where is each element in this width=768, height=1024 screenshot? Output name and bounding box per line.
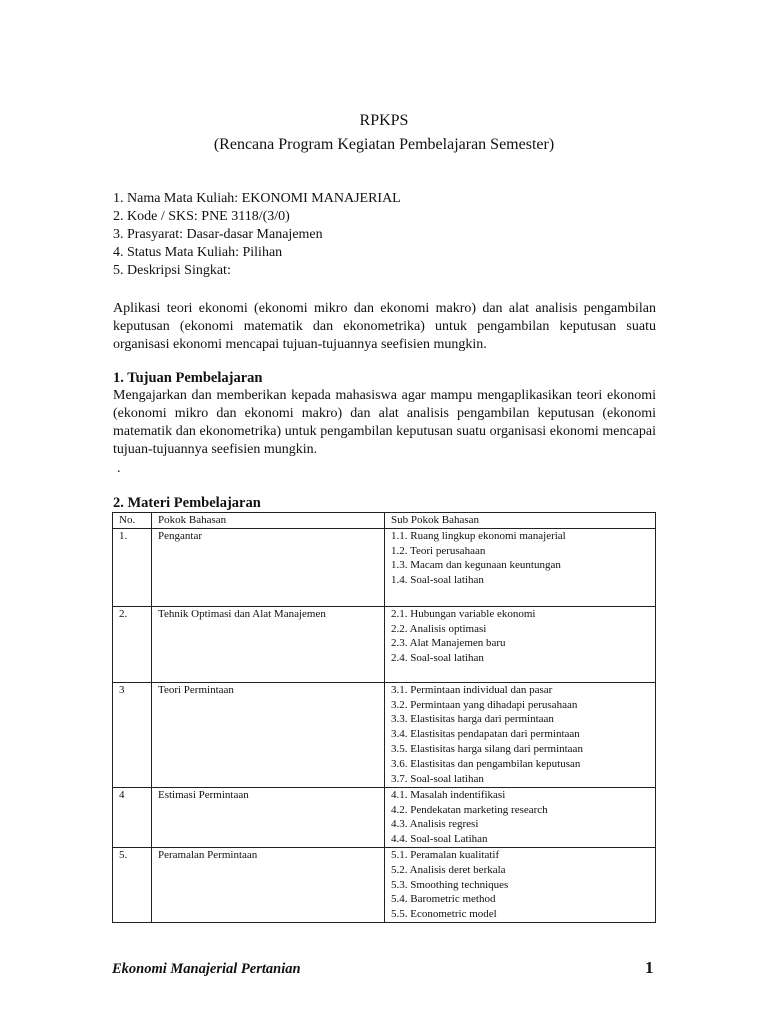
row-subtopics [385,787,656,847]
course-code: 2. Kode / SKS: PNE 3118/(3/0) [113,209,290,224]
subtopic-item: 4.3. Analisis regresi [391,818,479,831]
stray-dot: . [117,461,121,476]
table-header-row [113,513,656,529]
subtopic-item: 5.4. Barometric method [391,893,496,906]
row-subtopics [385,528,656,606]
course-name: 1. Nama Mata Kuliah: EKONOMI MANAJERIAL [113,191,401,206]
subtopic-item: 3.4. Elastisitas pendapatan dari permintaan [391,728,580,741]
row-topic: Pengantar [152,528,385,606]
subtopic-item: 5.5. Econometric model [391,908,497,921]
row-number: 2. [113,606,152,682]
column-header-sub: Sub Pokok Bahasan [385,513,656,529]
subtopic-item: 3.2. Permintaan yang dihadapi perusahaan [391,698,578,711]
footer-course-title: Ekonomi Manajerial Pertanian [112,961,301,977]
subtopic-item: 2.2. Analisis optimasi [391,622,487,635]
course-status: 4. Status Mata Kuliah: Pilihan [113,245,283,260]
subtopic-item: 2.4. Soal-soal latihan [391,652,484,665]
subtopic-item: 3.5. Elastisitas harga silang dari permintaan [391,742,583,755]
subtopic-item: 4.1. Masalah indentifikasi [391,788,506,801]
section-body-tujuan: Mengajarkan dan memberikan kepada mahasiswa agar mampu mengaplikasikan teori ekonomi (ekonomi mikro dan ekonomi makro) dan alat analisis pengambilan keputusan (ekonomi matematik dan ekonometrika) untuk pengambilan keputusan suatu organisasi ekonomi mencapai tujuan-tujuannya seefisien mungkin. [113,388,656,457]
subtopic-item: 1.4. Soal-soal latihan [391,574,484,587]
table-row [113,606,656,682]
row-topic: Peramalan Permintaan [152,847,385,922]
subtopic-item: 4.2. Pendekatan marketing research [391,803,548,816]
section-heading-materi: 2. Materi Pembelajaran [113,495,261,511]
row-subtopics [385,606,656,682]
course-description: Aplikasi teori ekonomi (ekonomi mikro dan ekonomi makro) dan alat analisis pengambilan keputusan (ekonomi matematik dan ekonometrika) untuk pengambilan keputusan suatu organisasi ekonomi mencapai tujuan-tujuannya seefisien mungkin. [113,301,656,352]
materi-table [112,512,656,923]
row-subtopics [385,847,656,922]
subtopic-item: 2.1. Hubungan variable ekonomi [391,607,536,620]
subtopic-item: 4.4. Soal-soal Latihan [391,833,488,846]
subtopic-item: 3.6. Elastisitas dan pengambilan keputusan [391,757,581,770]
row-topic: Estimasi Permintaan [152,787,385,847]
subtopic-item: 5.3. Smoothing techniques [391,878,509,891]
table-row [113,528,656,606]
subtopic-item: 3.7. Soal-soal latihan [391,772,484,785]
table-row [113,847,656,922]
subtopic-item: 3.1. Permintaan individual dan pasar [391,683,553,696]
subtopic-item: 1.2. Teori perusahaan [391,544,486,557]
subtopic-item: 1.1. Ruang lingkup ekonomi manajerial [391,529,566,542]
document-subtitle: (Rencana Program Kegiatan Pembelajaran Semester) [213,136,555,153]
table-row [113,787,656,847]
row-number: 3 [113,682,152,787]
course-description-label: 5. Deskripsi Singkat: [113,263,231,278]
course-prerequisite: 3. Prasyarat: Dasar-dasar Manajemen [113,227,323,242]
section-heading-tujuan: 1. Tujuan Pembelajaran [113,370,263,386]
subtopic-item: 5.2. Analisis deret berkala [391,863,506,876]
row-topic: Tehnik Optimasi dan Alat Manajemen [152,606,385,682]
subtopic-item: 3.3. Elastisitas harga dari permintaan [391,713,554,726]
table-row [113,682,656,787]
row-topic: Teori Permintaan [152,682,385,787]
row-number: 1. [113,528,152,606]
column-header-no: No. [113,513,152,529]
document-title: RPKPS [359,112,409,129]
row-subtopics [385,682,656,787]
page-number: 1 [645,958,654,977]
row-number: 4 [113,787,152,847]
subtopic-item: 1.3. Macam dan kegunaan keuntungan [391,559,561,572]
column-header-pokok: Pokok Bahasan [152,513,385,529]
course-info-list [113,190,401,280]
subtopic-item: 2.3. Alat Manajemen baru [391,637,506,650]
subtopic-item: 5.1. Peramalan kualitatif [391,848,500,861]
row-number: 5. [113,847,152,922]
